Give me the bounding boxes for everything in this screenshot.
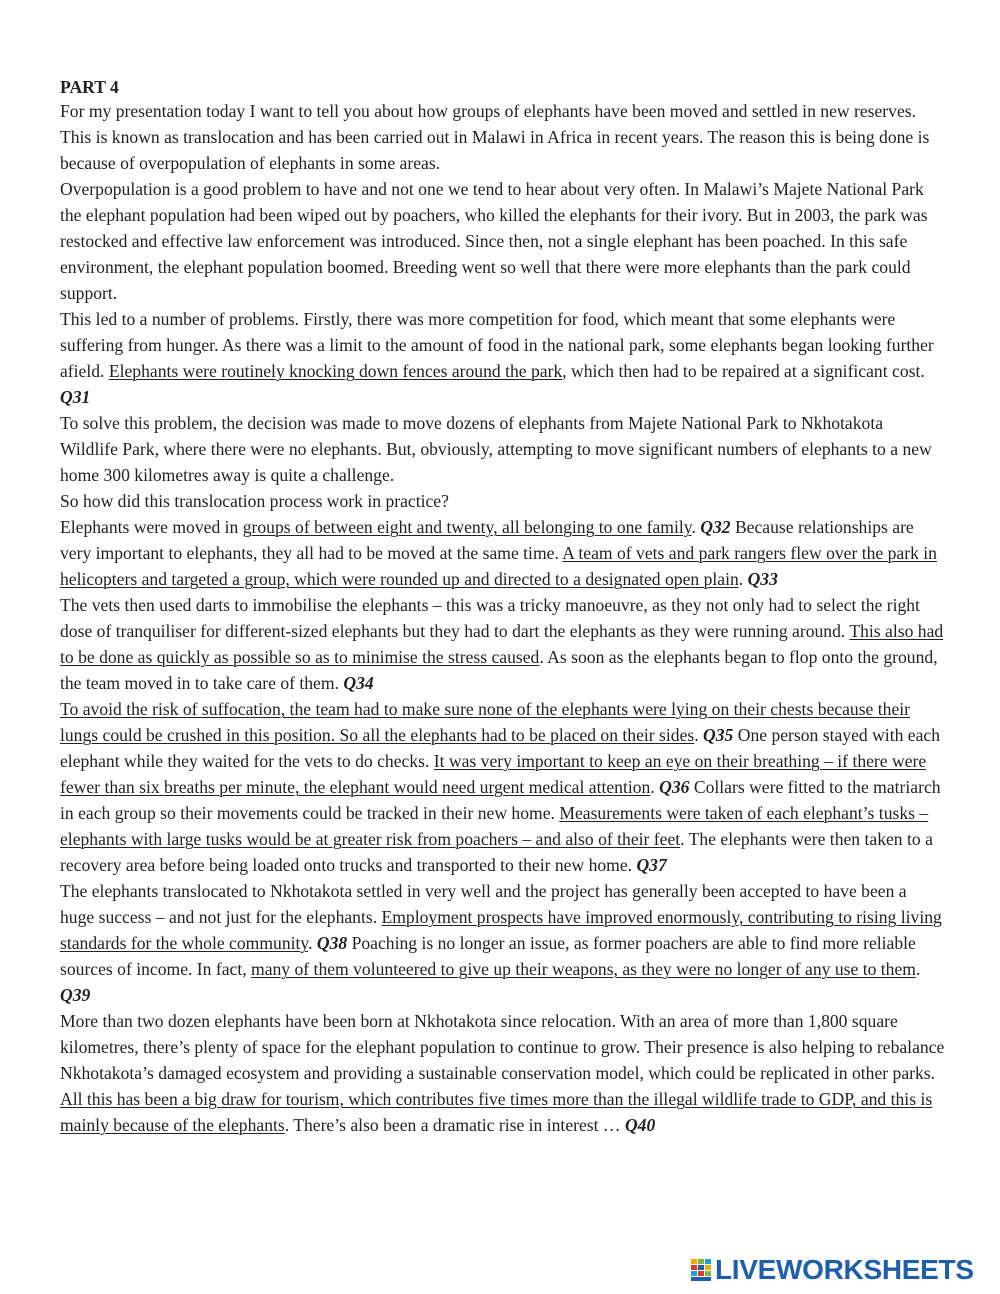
liveworksheets-logo-text: LIVEWORKSHEETS	[715, 1254, 974, 1285]
transcript	[60, 76, 945, 1138]
paragraph-text: .	[915, 959, 921, 979]
paragraph-text: . There’s also been a dramatic rise in interest …	[284, 1115, 625, 1135]
answer-underline: All this has been a big draw for tourism, which contributes five times more than the illegal wildlife trade to GDP, and this is mainly because of the elephants	[60, 1089, 933, 1135]
transcript-paragraph	[60, 306, 945, 410]
paragraph-text: Collars were fitted to the matriarch in each group so their movements could be tracked in their new home.	[60, 777, 941, 823]
paragraph-text: For my presentation today I want to tell you about how groups of elephants have been moved and settled in new reserves. This is known as translocation and has been carried out in Malawi in Africa in recent years. The reason this is being done is because of overpopulation of elephants in some areas.	[60, 101, 930, 173]
answer-underline: A team of vets and park rangers flew over the park in helicopters and targeted a group, which were rounded up and directed to a designated open plain	[60, 543, 937, 589]
paragraph-text: Elephants were moved in	[60, 517, 243, 537]
transcript-paragraph	[60, 696, 945, 878]
part-heading: PART 4	[60, 77, 119, 97]
paragraph-text: . As soon as the elephants began to flop onto the ground, the team moved in to take care of them.	[60, 647, 938, 693]
answer-underline: To avoid the risk of suffocation, the team had to make sure none of the elephants were lying on their chests because their lungs could be crushed in this position. So all the elephants had to be placed on their sides	[60, 699, 911, 745]
liveworksheets-logo-icon	[690, 1258, 712, 1282]
answer-underline: Measurements were taken of each elephant’s tusks – elephants with large tusks would be at greater risk from poachers – and also of their feet	[60, 803, 929, 849]
transcript-paragraph	[60, 98, 945, 176]
paragraph-text: The elephants translocated to Nkhotakota settled in very well and the project has generally been accepted to have been a huge success – and not just for the elephants.	[60, 881, 907, 927]
paragraph-text: The vets then used darts to immobilise the elephants – this was a tricky manoeuvre, as they not only had to select the right dose of tranquiliser for different-sized elephants but they had to dart the elephants as they were running around.	[60, 595, 920, 641]
transcript-body	[60, 98, 945, 1138]
paragraph-text: , which then had to be repaired at a significant cost.	[562, 361, 925, 381]
answer-underline: groups of between eight and twenty, all belonging to one family	[242, 517, 692, 537]
question-marker: Q35	[703, 725, 734, 745]
transcript-paragraph	[60, 514, 945, 592]
paragraph-text: Poaching is no longer an issue, as former poachers are able to find more reliable sources of income. In fact,	[60, 933, 916, 979]
paragraph-text: .	[691, 517, 701, 537]
paragraph-text: .	[650, 777, 660, 797]
answer-underline: Elephants were routinely knocking down fences around the park	[108, 361, 563, 381]
answer-underline: Employment prospects have improved enormously, contributing to rising living standards for the whole community	[60, 907, 942, 953]
paragraph-text: .	[694, 725, 704, 745]
question-marker: Q32	[700, 517, 731, 537]
paragraph-text: .	[738, 569, 748, 589]
question-marker: Q31	[60, 387, 91, 407]
answer-underline: many of them volunteered to give up their weapons, as they were no longer of any use to them	[251, 959, 916, 979]
paragraph-text: Overpopulation is a good problem to have and not one we tend to hear about very often. In Malawi’s Majete National Park the elephant population had been wiped out by poachers, who killed the elephants for their ivory. But in 2003, the park was restocked and effective law enforcement was introduced. Since then, not a single elephant has been poached. In this safe environment, the elephant population boomed. Breeding went so well that there were more elephants than the park could support.	[60, 179, 928, 303]
answer-underline: This also had to be done as quickly as possible so as to minimise the stress caused	[60, 621, 944, 667]
question-marker: Q39	[60, 985, 91, 1005]
paragraph-text: To solve this problem, the decision was made to move dozens of elephants from Majete National Park to Nkhotakota Wildlife Park, where there were no elephants. But, obviously, attempting to move significant numbers of elephants to a new home 300 kilometres away is quite a challenge.	[60, 413, 932, 485]
question-marker: Q38	[316, 933, 348, 953]
transcript-paragraph	[60, 1008, 945, 1138]
paragraph-text: This led to a number of problems. Firstly, there was more competition for food, which meant that some elephants were suffering from hunger. As there was a limit to the amount of food in the national park, some elephants began looking further afield.	[60, 309, 934, 381]
paragraph-text: . The elephants were then taken to a recovery area before being loaded onto trucks and transported to their new home.	[60, 829, 933, 875]
question-marker: Q33	[747, 569, 778, 589]
question-marker: Q37	[636, 855, 667, 875]
paragraph-text: More than two dozen elephants have been born at Nkhotakota since relocation. With an area of more than 1,800 square kilometres, there’s plenty of space for the elephant population to continue to grow. Their presence is also helping to rebalance Nkhotakota’s damaged ecosystem and providing a sustainable conservation model, which could be replicated in other parks.	[60, 1011, 945, 1083]
liveworksheets-logo[interactable]	[690, 1253, 974, 1287]
question-marker: Q34	[343, 673, 374, 693]
question-marker: Q40	[624, 1115, 656, 1135]
transcript-paragraph	[60, 878, 945, 1008]
question-marker: Q36	[659, 777, 690, 797]
transcript-paragraph	[60, 176, 945, 306]
transcript-paragraph	[60, 488, 945, 514]
transcript-paragraph	[60, 592, 945, 696]
transcript-paragraph	[60, 410, 945, 488]
answer-underline: It was very important to keep an eye on their breathing – if there were fewer than six breaths per minute, the elephant would need urgent medical attention	[60, 751, 927, 797]
paragraph-text: One person stayed with each elephant while they waited for the vets to do checks.	[60, 725, 941, 771]
paragraph-text: Because relationships are very important to elephants, they all had to be moved at the same time.	[60, 517, 914, 563]
paragraph-text: So how did this translocation process work in practice?	[60, 491, 449, 511]
paragraph-text: .	[308, 933, 317, 953]
